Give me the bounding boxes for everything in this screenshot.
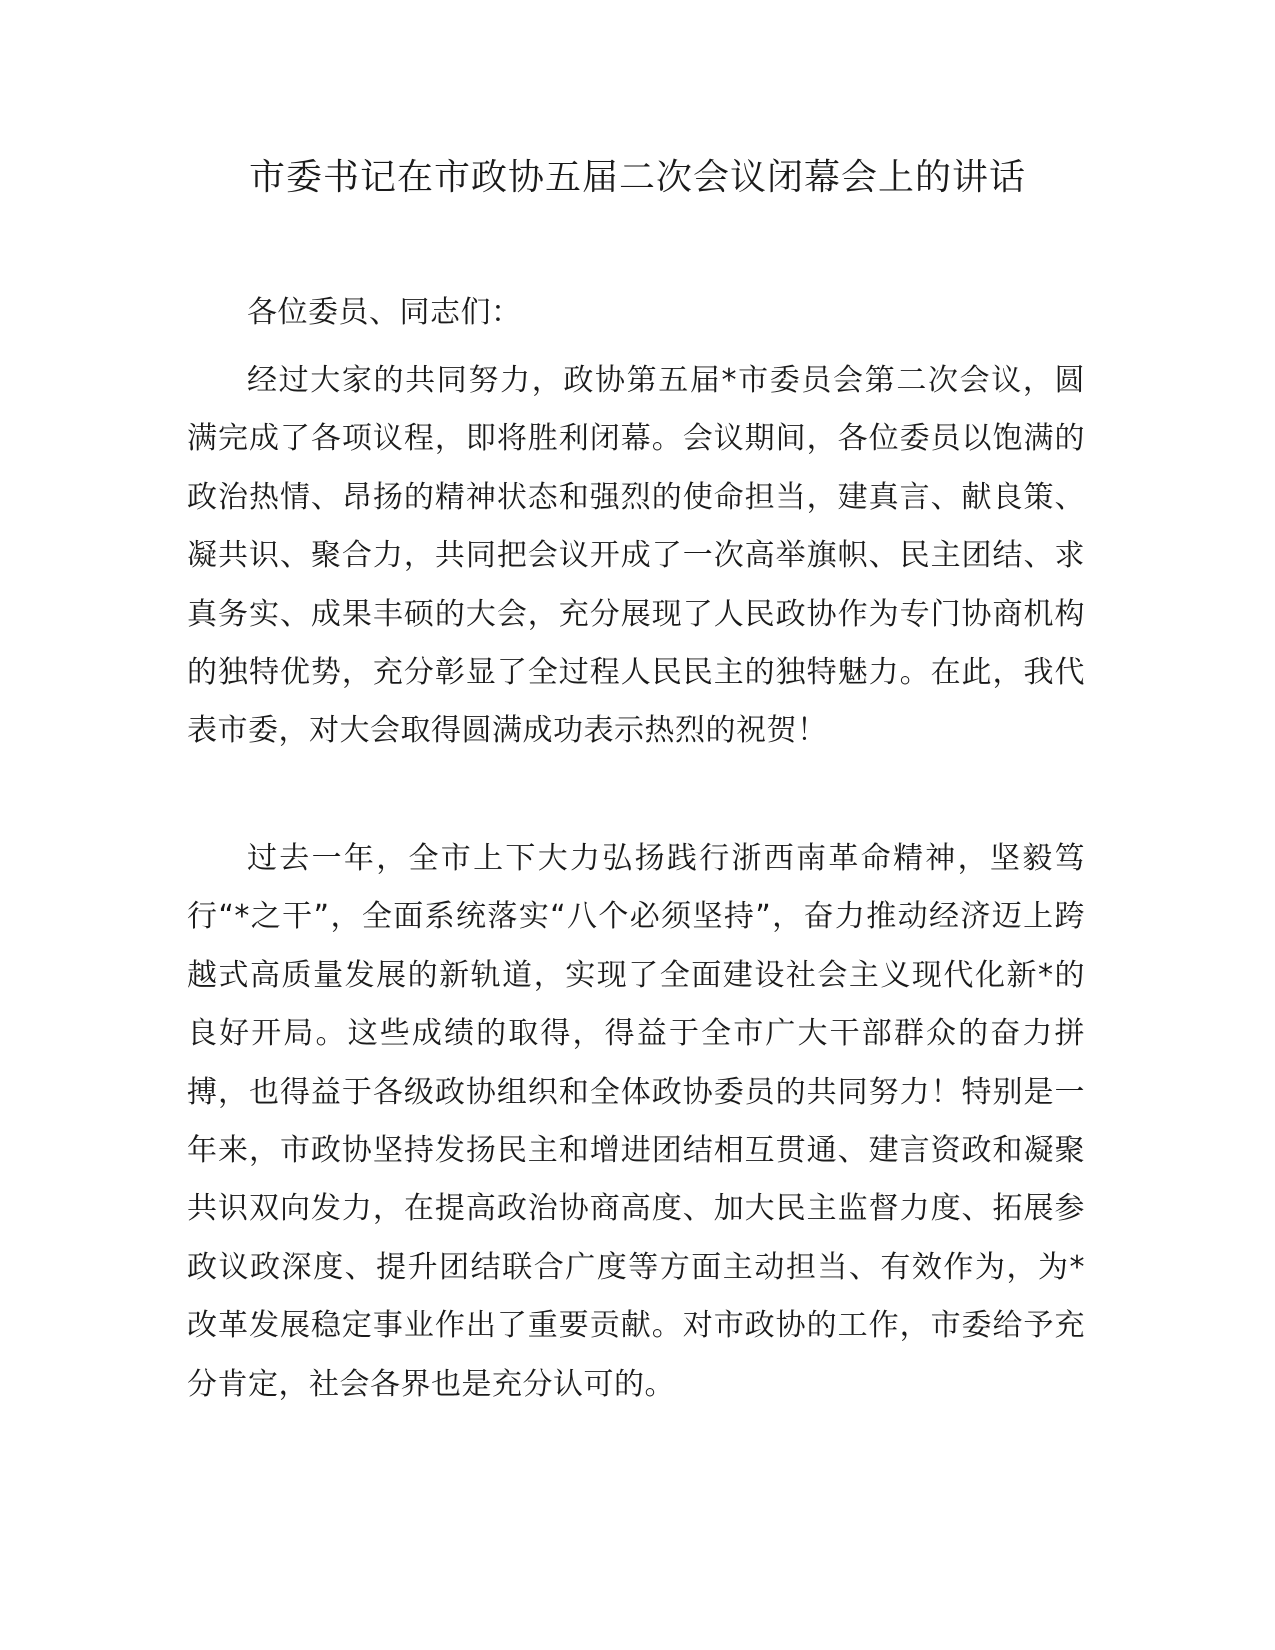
body-paragraph: 过去一年，全市上下大力弘扬践行浙西南革命精神，坚毅笃行“*之干”，全面系统落实“八个必须坚持”，奋力推动经济迈上跨越式高质量发展的新轨道，实现了全面建设社会主义现代化新*的良好开局。这些成绩的取得，得益于全市广大干部群众的奋力拼搏，也得益于各级政协组织和全体政协委员的共同努力！特别是一年来，市政协坚持发扬民主和增进团结相互贯通、建言资政和凝聚共识双向发力，在提高政治协商高度、加大民主监督力度、拓展参政议政深度、提升团结联合广度等方面主动担当、有效作为，为*改革发展稳定事业作出了重要贡献。对市政协的工作，市委给予充分肯定，社会各界也是充分认可的。 (187, 841, 1085, 1402)
body-paragraph: 经过大家的共同努力，政协第五届*市委员会第二次会议，圆满完成了各项议程，即将胜利闭幕。会议期间，各位委员以饱满的政治热情、昂扬的精神状态和强烈的使命担当，建真言、献良策、凝共识、聚合力，共同把会议开成了一次高举旗帜、民主团结、求真务实、成果丰硕的大会，充分展现了人民政协作为专门协商机构的独特优势，充分彰显了全过程人民民主的独特魅力。在此，我代表市委，对大会取得圆满成功表示热烈的祝贺！ (187, 363, 1085, 749)
greeting-line: 各位委员、同志们： (247, 295, 522, 330)
document-title: 市委书记在市政协五届二次会议闭幕会上的讲话 (248, 157, 1026, 198)
